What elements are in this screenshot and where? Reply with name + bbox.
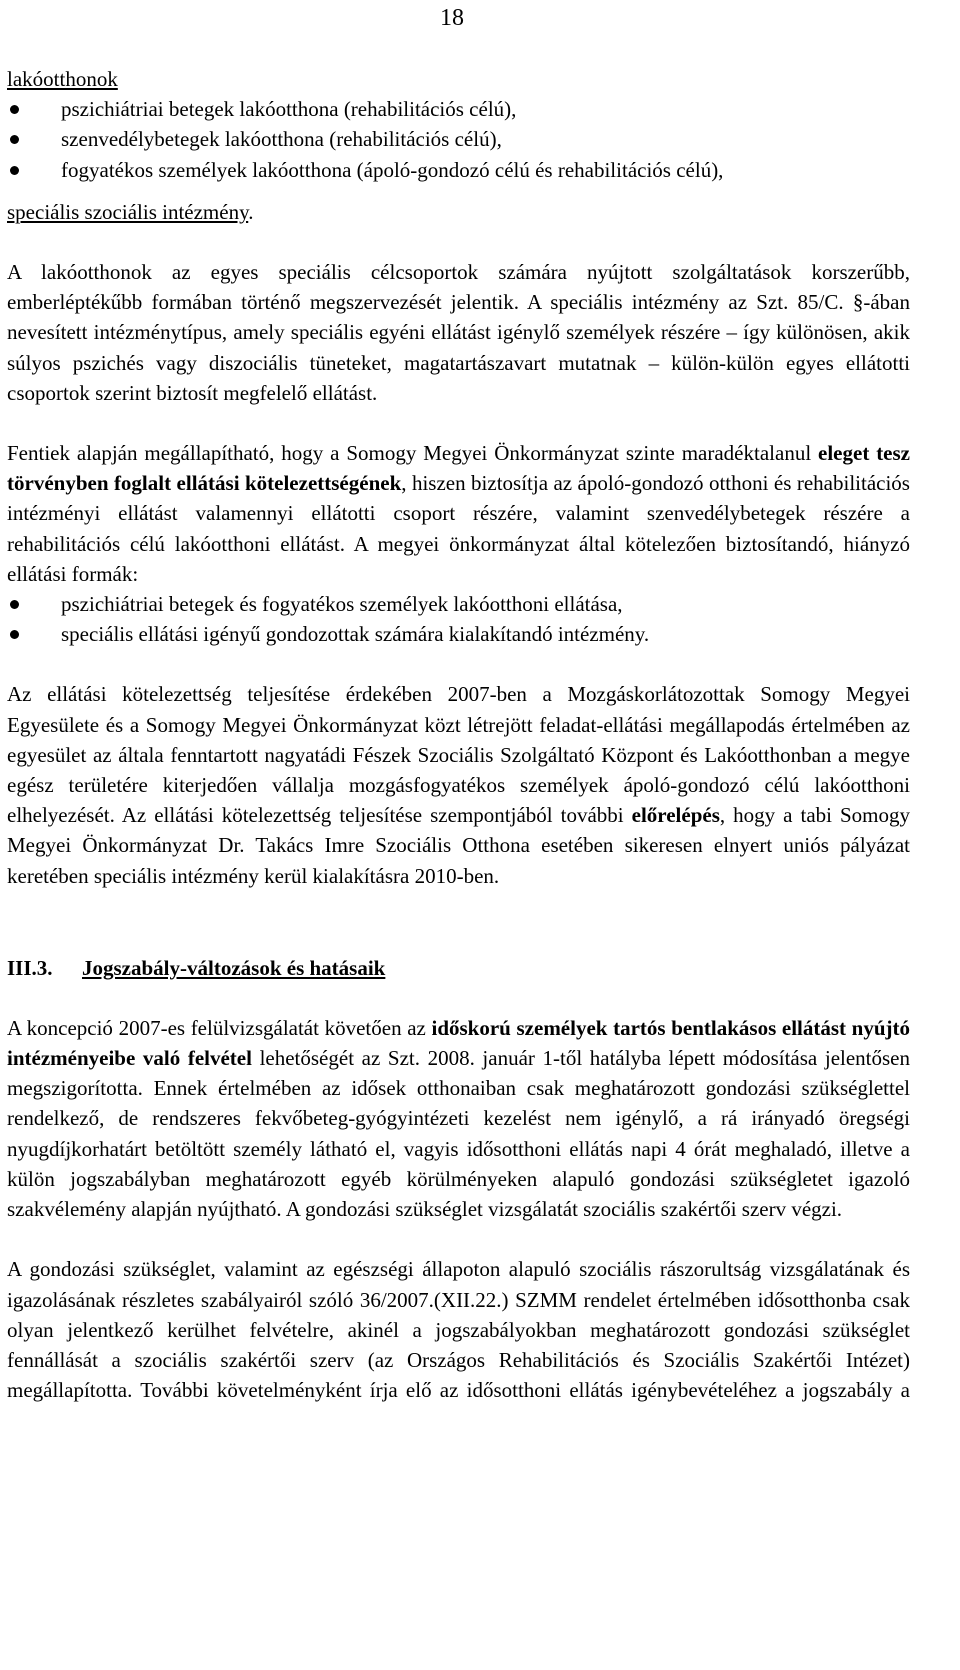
paragraph-gondozasi-szukseglet: A gondozási szükséglet, valamint az egészségi állapoton alapuló szociális rászorultság vizsgálatának és igazolásának részletes szabályairól szóló 36/2007.(XII.22.) SZMM rendelet értelmében idősotthonba csak olyan jelentkező kerülhet felvételre, akinél a jogszabályokban meghatározott gondozási szükséglet fennállását a szociális szakértői szerv (az Országos Rehabilitációs és Szociális Szakértői Intézet) megállapította. További követelményként írja elő az idősotthoni ellátás igénybevételéhez a jogszabály a	[7, 1257, 910, 1403]
page-number: 18	[440, 5, 464, 31]
list-item-text: szenvedélybetegek lakóotthona (rehabilitációs célú),	[61, 127, 502, 152]
paragraph-text: , hogy a tabi Somogy Megyei Önkormányzat Dr. Takács Imre Szociális Otthona esetében sikeresen elnyert uniós pályázat keretében speciális intézmény kerül kialakításra 2010-ben.	[7, 803, 911, 888]
paragraph-lakootthonok: A lakóotthonok az egyes speciális célcsoportok számára nyújtott szolgáltatások korszerűbb, emberléptékűbb formában történő megszervezését jelentik. A speciális intézmény az Szt. 85/C. §-ában nevesített intézménytípus, amely speciális egyéni ellátást igénylő személyek részére – így különösen, akik súlyos pszichés vagy diszociális tüneteket, magatartászavart mutatnak – külön-külön egyes ellátotti csoportok szerint biztosít megfelelő ellátást.	[7, 260, 910, 405]
missing-services-list	[7, 589, 910, 649]
list-item-text: pszichiátriai betegek lakóotthona (rehabilitációs célú),	[61, 97, 517, 122]
bullet-icon	[10, 630, 19, 639]
heading-specialis-text: speciális szociális intézmény	[7, 199, 249, 224]
list-item-text: fogyatékos személyek lakóotthona (ápoló-gondozó célú és rehabilitációs célú),	[61, 157, 724, 182]
page-content	[7, 64, 910, 1405]
bold-text: időskorú személyek tartós bentlakásos ellátást nyújtó intézményeibe való felvétel	[7, 1015, 910, 1071]
bullet-icon	[10, 166, 19, 175]
paragraph-text: A koncepció 2007-es felülvizsgálatát követően az	[7, 1015, 432, 1040]
bold-text: előrelépés	[631, 803, 720, 828]
paragraph-text: Az ellátási kötelezettség teljesítése érdekében 2007-ben a Mozgáskorlátozottak Somogy Megyei Egyesülete és a Somogy Megyei Önkormányzat közt létrejött feladat-ellátási megállapodás értelmében az egyesület az általa fenntartott nagyatádi Fészek Szociális Szolgáltató Központ és Lakóotthonban a megye egész területére kiterjedően vállalja mozgásfogyatékos személyek ápoló-gondozó célú lakóotthoni elhelyezését. Az ellátási kötelezettség teljesítése szempontjából további	[7, 682, 910, 828]
spacer	[7, 923, 910, 953]
lakootthon-bullet-list	[7, 94, 910, 185]
section-title: Jogszabály-változások és hatásaik	[82, 955, 386, 980]
spacer	[7, 891, 910, 923]
paragraph-text: lehetőségét az Szt. 2008. január 1-től hatályba lépett módosítása jelentősen megszigorította. Ennek értelmében az idősek otthonaiban csak meghatározott gondozási szükséglettel rendelkező, de rendszeres fekvőbeteg-gyógyintézeti kezelést nem igénylő, a rá irányadó öregségi nyugdíjkorhatárt betöltött személy látható el, vagyis idősotthoni ellátás napi 4 órát meghaladó, illetve a külön jogszabályban meghatározott egyéb körülményeken alapuló gondozási szükségletet igazoló szakvélemény alapján nyújtható. A gondozási szükséglet vizsgálatát szociális szakértői szerv végzi.	[7, 1046, 910, 1222]
spacer	[7, 227, 910, 257]
heading-specialis-tail: .	[248, 199, 254, 224]
spacer	[7, 1224, 910, 1254]
section-heading	[7, 953, 910, 983]
bullet-icon	[10, 135, 19, 144]
paragraph-text: , hiszen biztosítja az ápoló-gondozó otthoni és rehabilitációs intézményi ellátást valamennyi ellátotti csoport részére, valamint szenvedélybetegek részére a rehabilitációs célú lakóotthoni ellátást. A megyei önkormányzat által kötelezően biztosítandó, hiányzó ellátási formák:	[7, 471, 910, 586]
paragraph-ellatasi-kotelezettseg	[7, 679, 910, 890]
list-item	[7, 619, 910, 649]
paragraph-text: Fentiek alapján megállapítható, hogy a Somogy Megyei Önkormányzat szinte maradéktalanul	[7, 441, 819, 466]
list-item	[7, 124, 910, 154]
heading-lakootthonok-text: lakóotthonok	[7, 67, 118, 91]
heading-lakootthonok	[7, 64, 910, 94]
spacer	[7, 408, 910, 438]
list-item	[7, 155, 910, 185]
list-item	[7, 589, 910, 619]
list-item	[7, 94, 910, 124]
paragraph-fentiek	[7, 438, 910, 589]
bold-text: eleget tesz törvényben foglalt ellátási kötelezettségének	[7, 441, 910, 496]
spacer	[7, 649, 910, 679]
paragraph-koncepcio	[7, 1013, 910, 1224]
spacer	[7, 983, 910, 1013]
bullet-icon	[10, 600, 19, 609]
list-item-text: pszichiátriai betegek és fogyatékos személyek lakóotthoni ellátása,	[61, 592, 623, 617]
list-item-text: speciális ellátási igényű gondozottak számára kialakítandó intézmény.	[61, 622, 650, 647]
heading-specialis-intezmeny	[7, 197, 910, 227]
section-number: III.3.	[7, 955, 53, 980]
bullet-icon	[10, 105, 19, 114]
